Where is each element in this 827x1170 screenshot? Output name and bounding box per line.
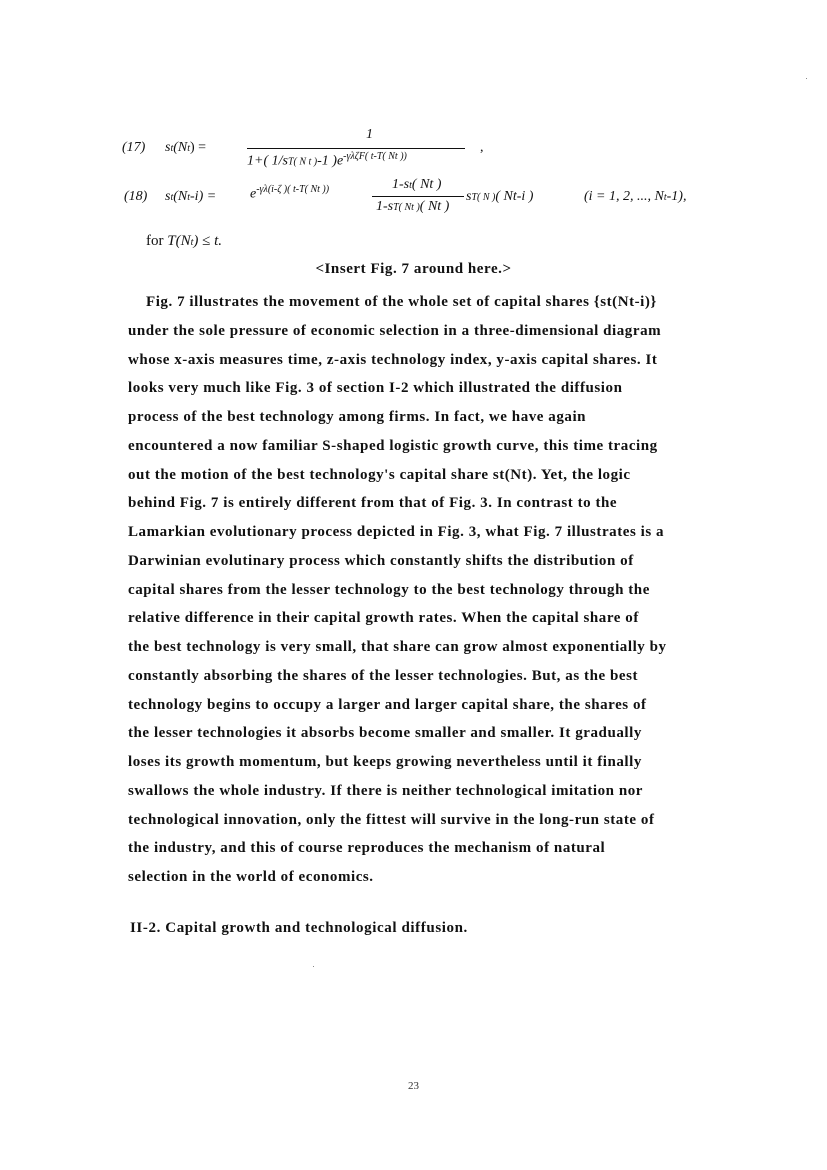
paragraph-line: the lesser technologies it absorbs become smaller and smaller. It gradually bbox=[128, 725, 642, 742]
paragraph-line: the industry, and this of course reproduces the mechanism of natural bbox=[128, 840, 606, 857]
page-number: 23 bbox=[408, 1080, 419, 1092]
paragraph-line: the best technology is very small, that share can grow almost exponentially by bbox=[128, 639, 667, 655]
equation-17-lhs: st(Nt) = bbox=[165, 140, 207, 155]
equation-17-label: (17) bbox=[122, 140, 146, 155]
paragraph-line: whose x-axis measures time, z-axis technology index, y-axis capital shares. It bbox=[128, 351, 658, 368]
paragraph-line: technological innovation, only the fittest will survive in the long-run state of bbox=[128, 811, 655, 828]
equation-18-exponential: $e^{-\gamma\lambda(i-\zeta )( t-T( Nt ))}$ bbox=[250, 184, 330, 202]
section-heading: II-2. Capital growth and technological diffusion. bbox=[130, 920, 468, 936]
body-paragraph bbox=[128, 288, 768, 892]
paragraph-line: selection in the world of economics. bbox=[128, 869, 374, 885]
paragraph-line: relative difference in their capital growth rates. When the capital share of bbox=[128, 610, 639, 627]
equation-17-numerator: 1 bbox=[366, 127, 373, 142]
equation-17-fraction-bar bbox=[247, 148, 465, 149]
paragraph-line: process of the best technology among firms. In fact, we have again bbox=[128, 409, 587, 425]
scan-speck bbox=[313, 966, 314, 967]
paragraph-line: looks very much like Fig. 3 of section I-2 which illustrated the diffusion bbox=[128, 380, 623, 397]
paragraph-line: capital shares from the lesser technology to the best technology through the bbox=[128, 581, 650, 598]
equation-18-numerator: 1-st( Nt ) bbox=[392, 177, 442, 192]
equation-18-label: (18) bbox=[124, 189, 148, 204]
paragraph-line: Lamarkian evolutionary process depicted in Fig. 3, what Fig. 7 illustrates is a bbox=[128, 524, 665, 540]
equation-18-lhs: st(Nt-i) = bbox=[165, 189, 217, 204]
paragraph-line: behind Fig. 7 is entirely different from that of Fig. 3. In contrast to the bbox=[128, 495, 618, 512]
equation-18-range: (i = 1, 2, ..., Nt-1), bbox=[584, 189, 687, 204]
scan-speck bbox=[806, 78, 807, 79]
paragraph-line: constantly absorbing the shares of the lesser technologies. But, as the best bbox=[128, 667, 638, 684]
paragraph-line: swallows the whole industry. If there is neither technological imitation nor bbox=[128, 782, 643, 799]
equation-17-denominator: 1+( 1/sT( N t )-1 )$e^{-\gamma\lambda\zeta F( t-T( Nt ))}$ bbox=[247, 151, 407, 169]
paragraph-line: Darwinian evolutinary process which constantly shifts the distribution of bbox=[128, 552, 634, 569]
paragraph-line: under the sole pressure of economic selection in a three-dimensional diagram bbox=[128, 322, 662, 339]
paragraph-line: loses its growth momentum, but keeps growing nevertheless until it finally bbox=[128, 754, 642, 770]
equation-condition: for T(Nt) ≤ t. bbox=[146, 233, 223, 249]
figure-insert-note: <Insert Fig. 7 around here.> bbox=[315, 261, 512, 277]
equation-18-trailing-share: sT( N )( Nt-i ) bbox=[466, 189, 534, 204]
paragraph-line: technology begins to occupy a larger and larger capital share, the shares of bbox=[128, 696, 647, 713]
equation-17-comma: , bbox=[480, 140, 484, 155]
paragraph-line: encountered a now familiar S-shaped logistic growth curve, this time tracing bbox=[128, 437, 658, 454]
paragraph-line: Fig. 7 illustrates the movement of the whole set of capital shares {st(Nt-i)} bbox=[146, 294, 657, 310]
paragraph-line: out the motion of the best technology's capital share st(Nt). Yet, the logic bbox=[128, 466, 631, 483]
equation-18-fraction-bar bbox=[372, 196, 464, 197]
equation-18-denominator: 1-sT( Nt )( Nt ) bbox=[376, 199, 450, 214]
